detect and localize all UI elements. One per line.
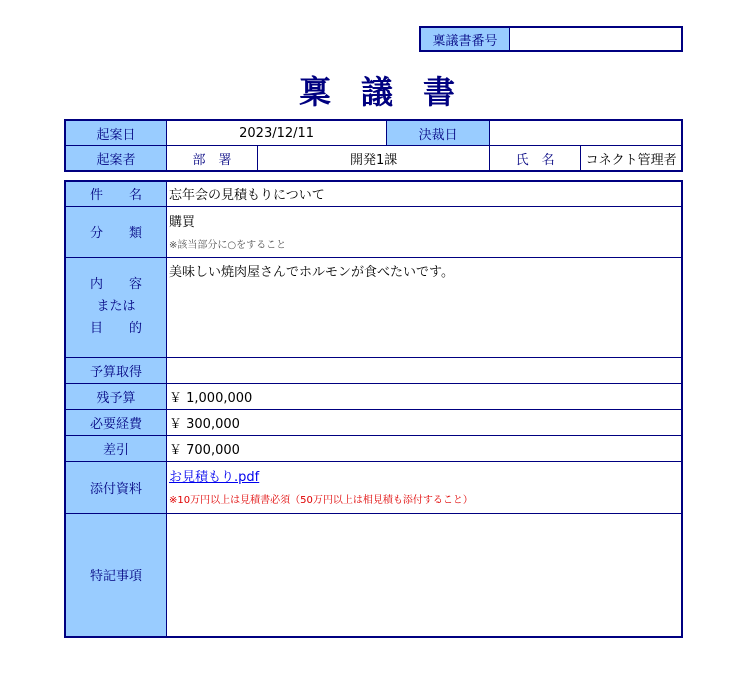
- required-value[interactable]: ￥ 300,000: [167, 409, 683, 435]
- remaining-value[interactable]: ￥ 1,000,000: [167, 383, 683, 409]
- remarks-value[interactable]: [167, 513, 683, 637]
- subject-label: 件 名: [65, 181, 167, 206]
- attach-cell: [167, 461, 683, 513]
- attach-file-link[interactable]: お見積もり.pdf: [169, 469, 260, 485]
- diff-value[interactable]: ￥ 700,000: [167, 435, 683, 461]
- main-table: [64, 180, 683, 638]
- remarks-label: 特記事項: [65, 513, 167, 637]
- doc-number-label: 稟議書番号: [420, 27, 510, 51]
- doc-number-value[interactable]: [510, 27, 683, 51]
- info-table: [64, 119, 683, 172]
- remaining-label: 残予算: [65, 383, 167, 409]
- attach-note: ※10万円以上は見積書必須（50万円以上は相見積も添付すること）: [169, 494, 473, 506]
- required-label: 必要経費: [65, 409, 167, 435]
- decision-date-label: 決裁日: [387, 120, 490, 146]
- category-note: ※該当部分に○をすること: [169, 239, 287, 251]
- page-title: 稟議書: [298, 73, 485, 111]
- decision-date-value[interactable]: [490, 120, 682, 146]
- content-value[interactable]: 美味しい焼肉屋さんでホルモンが食べたいです。: [167, 257, 683, 357]
- name-label: 氏 名: [490, 146, 581, 172]
- draft-date-label: 起案日: [65, 120, 167, 146]
- budget-value[interactable]: [167, 357, 683, 383]
- drafter-label: 起案者: [65, 146, 167, 172]
- department-label: 部 署: [167, 146, 258, 172]
- subject-value[interactable]: 忘年会の見積もりについて: [167, 181, 683, 206]
- content-label: [65, 257, 167, 357]
- content-label-line-2: または: [96, 299, 136, 314]
- name-value[interactable]: コネクト管理者: [581, 146, 682, 172]
- category-cell: [167, 206, 683, 257]
- attach-label: 添付資料: [65, 461, 167, 513]
- diff-label: 差引: [65, 435, 167, 461]
- budget-label: 予算取得: [65, 357, 167, 383]
- content-label-line-1: 内 容: [89, 277, 142, 292]
- department-value[interactable]: 開発1課: [258, 146, 490, 172]
- category-label: 分 類: [65, 206, 167, 257]
- content-label-line-3: 目 的: [89, 321, 142, 336]
- draft-date-value[interactable]: 2023/12/11: [167, 120, 387, 146]
- category-value[interactable]: 購買: [169, 214, 196, 230]
- doc-number-box: [419, 26, 683, 52]
